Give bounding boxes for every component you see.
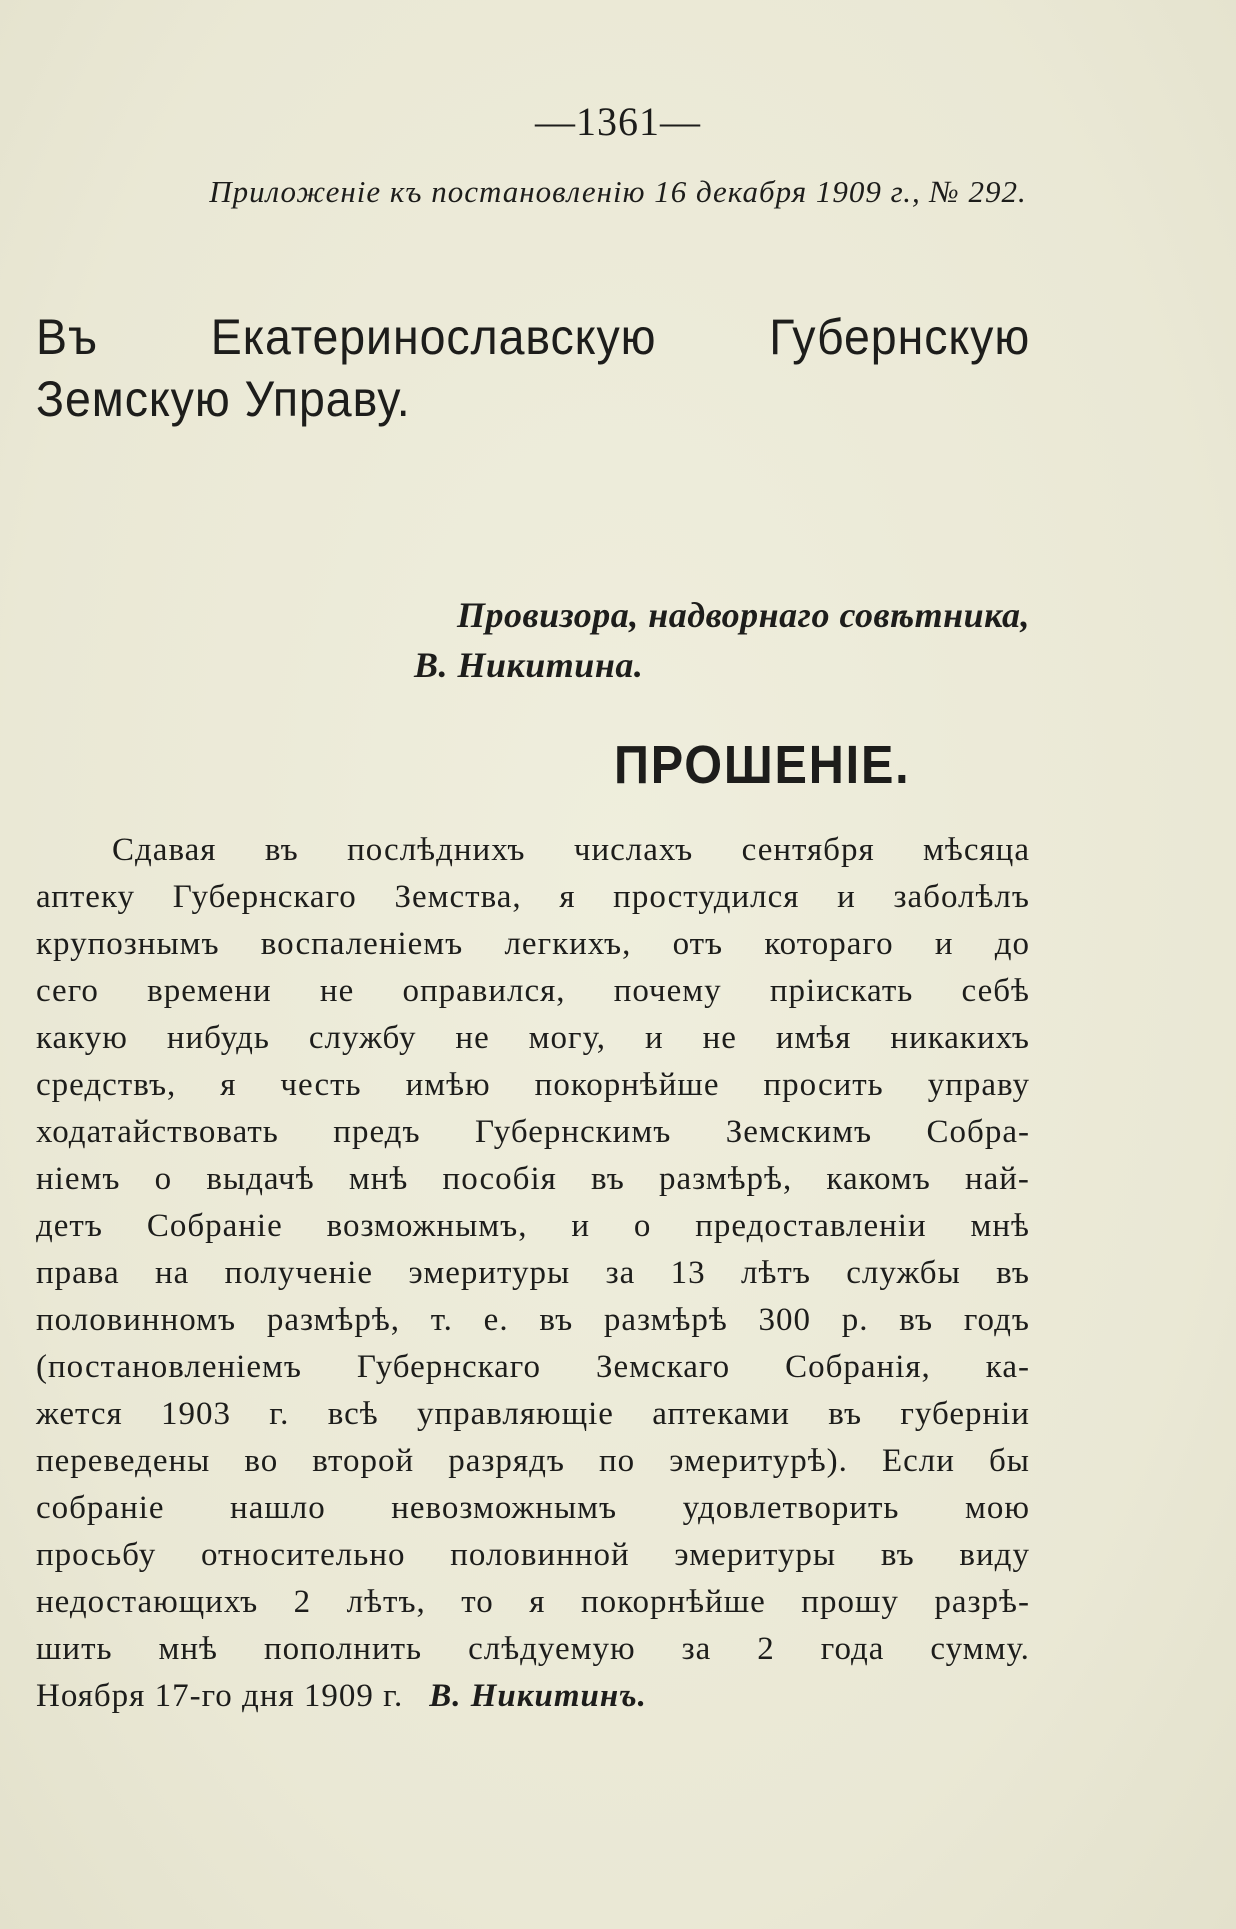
body-word: имѣю [405,1067,491,1103]
body-line [36,1626,1030,1673]
body-word: числахъ [573,832,694,868]
body-word: Земскаго [596,1349,731,1385]
body-word: себѣ [961,973,1030,1009]
body-word: покорнѣйше [580,1584,766,1620]
body-word: 2 [293,1584,312,1620]
body-word: Сдавая [112,832,217,868]
body-word: аптеками [652,1396,790,1432]
body-word: аптеку [36,879,136,915]
body-word: пособiя [442,1161,557,1197]
body-word: виду [959,1537,1030,1573]
body-word: мнѣ [970,1208,1030,1244]
signature: В. Никитинъ. [429,1678,647,1714]
body-line [36,1109,1030,1156]
body-word: 2 [757,1631,775,1667]
page-number: —1361— [535,99,701,144]
body-word: о [633,1208,652,1244]
body-word: годъ [963,1302,1030,1338]
body-word: мнѣ [158,1631,218,1667]
body-word: Земства, [394,879,522,915]
body-line [36,1015,1030,1062]
sender-name: В. Никитина. [414,645,644,685]
body-line [36,1344,1030,1391]
body-word: службы [846,1255,961,1291]
body-word: шить [36,1631,113,1667]
body-word: слѣдуемую [468,1631,636,1667]
body-word: честь [280,1067,362,1103]
body-word: половинномъ [36,1302,237,1338]
body-line [36,1485,1030,1532]
body-word: котораго [764,926,894,962]
body-word: не [319,973,355,1009]
body-word: и [934,926,954,962]
body-word: и [571,1208,590,1244]
body-word: 13 [670,1255,706,1291]
body-word: размѣрѣ, [266,1302,400,1338]
body-word: эмеритуры [674,1537,837,1573]
appendix-note: Приложенiе къ постановленiю 16 декабря 1909 г., № 292. [209,174,1027,209]
body-word: имѣя [775,1020,852,1056]
body-word: то [461,1584,494,1620]
body-word: нибудь [166,1020,270,1056]
body-word: лѣтъ [741,1255,811,1291]
body-word: могу, [528,1020,607,1056]
sender-title: Провизора, надворнаго совѣтника, [457,595,1030,635]
body-word: на [154,1255,190,1291]
body-word: въ [880,1537,915,1573]
body-line [36,1391,1030,1438]
body-word: въ [828,1396,863,1432]
body-word: управу [927,1067,1030,1103]
body-word: эмеритурѣ). [669,1443,848,1479]
body-word: въ [264,832,299,868]
body-word: размѣрѣ [603,1302,728,1338]
body-word: я [220,1067,237,1103]
body-word: сего [36,973,99,1009]
body-word: ходатайствовать [36,1114,279,1150]
body-word: легкихъ, [504,926,632,962]
body-word: отъ [672,926,724,962]
body-word: г. [269,1396,290,1432]
body-word: т. [430,1302,453,1338]
body-word: заболѣлъ [893,879,1030,915]
body-word: почему [613,973,722,1009]
body-word: послѣднихъ [347,832,526,868]
body-word: въ [996,1255,1030,1291]
body-line [36,874,1030,921]
closing-line [36,1673,1030,1720]
body-word: оправился, [402,973,566,1009]
body-word: по [599,1443,636,1479]
body-word: простудился [613,879,800,915]
body-word: года [820,1631,885,1667]
body-word: выдачѣ [206,1161,315,1197]
body-line [36,1250,1030,1297]
body-word: и [644,1020,664,1056]
body-word: нiемъ [36,1161,121,1197]
body-word: ка- [985,1349,1030,1385]
body-word: разрядъ [448,1443,565,1479]
body-word: воспаленiемъ [260,926,464,962]
body-line [36,827,1030,874]
body-word: просьбу [36,1537,157,1573]
body-line [36,1579,1030,1626]
body-word: сентября [741,832,875,868]
body-line [36,1532,1030,1579]
body-line [36,1156,1030,1203]
body-word: о [154,1161,173,1197]
body-word: Если [881,1443,955,1479]
body-word: Губернскаго [172,879,357,915]
body-word: мнѣ [348,1161,409,1197]
body-word: средствъ, [36,1067,177,1103]
body-word: полученiе [224,1255,374,1291]
body-line [36,1062,1030,1109]
body-word: размѣрѣ, [659,1161,793,1197]
body-word: всѣ [327,1396,379,1432]
petition-heading: ПРОШЕНIЕ. [614,735,911,795]
body-word: мѣсяца [923,832,1030,868]
body-word: за [605,1255,636,1291]
addressee-heading: Въ Екатеринославскую Губернскую Земскую Управу. [36,309,1031,427]
body-word: въ [591,1161,625,1197]
body-word: возможнымъ, [326,1208,528,1244]
body-word: разрѣ- [934,1584,1030,1620]
body-word: 300 [758,1302,812,1338]
body-word: крупознымъ [36,926,220,962]
body-word: най- [964,1161,1030,1197]
body-word: Земскимъ [725,1114,873,1150]
body-word: и [837,879,856,915]
body-word: прiискать [769,973,914,1009]
body-word: губернiи [900,1396,1030,1432]
body-word: я [529,1584,546,1620]
body-word: бы [988,1443,1030,1479]
body-line [36,1297,1030,1344]
body-word: невозможнымъ [391,1490,618,1526]
body-word: жется [36,1396,123,1432]
petition-body [36,827,1030,1720]
body-word: права [36,1255,120,1291]
closing-date: Ноября 17-го дня 1909 г. [36,1678,404,1714]
body-word: нашло [230,1490,326,1526]
body-word: собранiе [36,1490,165,1526]
body-word: просить [763,1067,884,1103]
body-word: не [455,1020,490,1056]
body-word: времени [147,973,272,1009]
body-word: Губернскимъ [474,1114,672,1150]
body-word: за [681,1631,712,1667]
body-word: второй [312,1443,415,1479]
body-line [36,1203,1030,1250]
body-word: детъ [36,1208,103,1244]
body-line [36,968,1030,1015]
body-line [36,921,1030,968]
body-word: въ [539,1302,574,1338]
body-word: е. [483,1302,509,1338]
body-word: 1903 [160,1396,231,1432]
body-word: Губернскаго [356,1349,542,1385]
body-word: сумму. [930,1631,1030,1667]
body-word: какомъ [826,1161,931,1197]
body-word: покорнѣйше [534,1067,720,1103]
body-word: во [244,1443,279,1479]
body-word: р. [841,1302,869,1338]
body-word: пополнить [263,1631,423,1667]
body-word: какую [36,1020,128,1056]
body-word: предъ [333,1114,421,1150]
body-word: половинной [450,1537,630,1573]
body-word: управляющiе [416,1396,614,1432]
body-word: переведены [36,1443,211,1479]
body-word: я [559,879,576,915]
body-word: мою [964,1490,1030,1526]
body-word: (постановленiемъ [36,1349,302,1385]
body-word: предоставленiи [695,1208,927,1244]
body-word: лѣтъ, [346,1584,426,1620]
body-word: прошу [801,1584,899,1620]
body-word: эмеритуры [408,1255,571,1291]
body-word: Собранiя, [785,1349,931,1385]
body-word: удовлетворить [682,1490,900,1526]
body-word: до [994,926,1030,962]
body-word: относительно [200,1537,406,1573]
body-word: въ [899,1302,934,1338]
body-word: Собра- [926,1114,1030,1150]
body-word: недостающихъ [36,1584,259,1620]
body-word: не [702,1020,737,1056]
body-word: никакихъ [890,1020,1030,1056]
body-word: службу [308,1020,417,1056]
body-line [36,1438,1030,1485]
body-word: Собранiе [146,1208,283,1244]
